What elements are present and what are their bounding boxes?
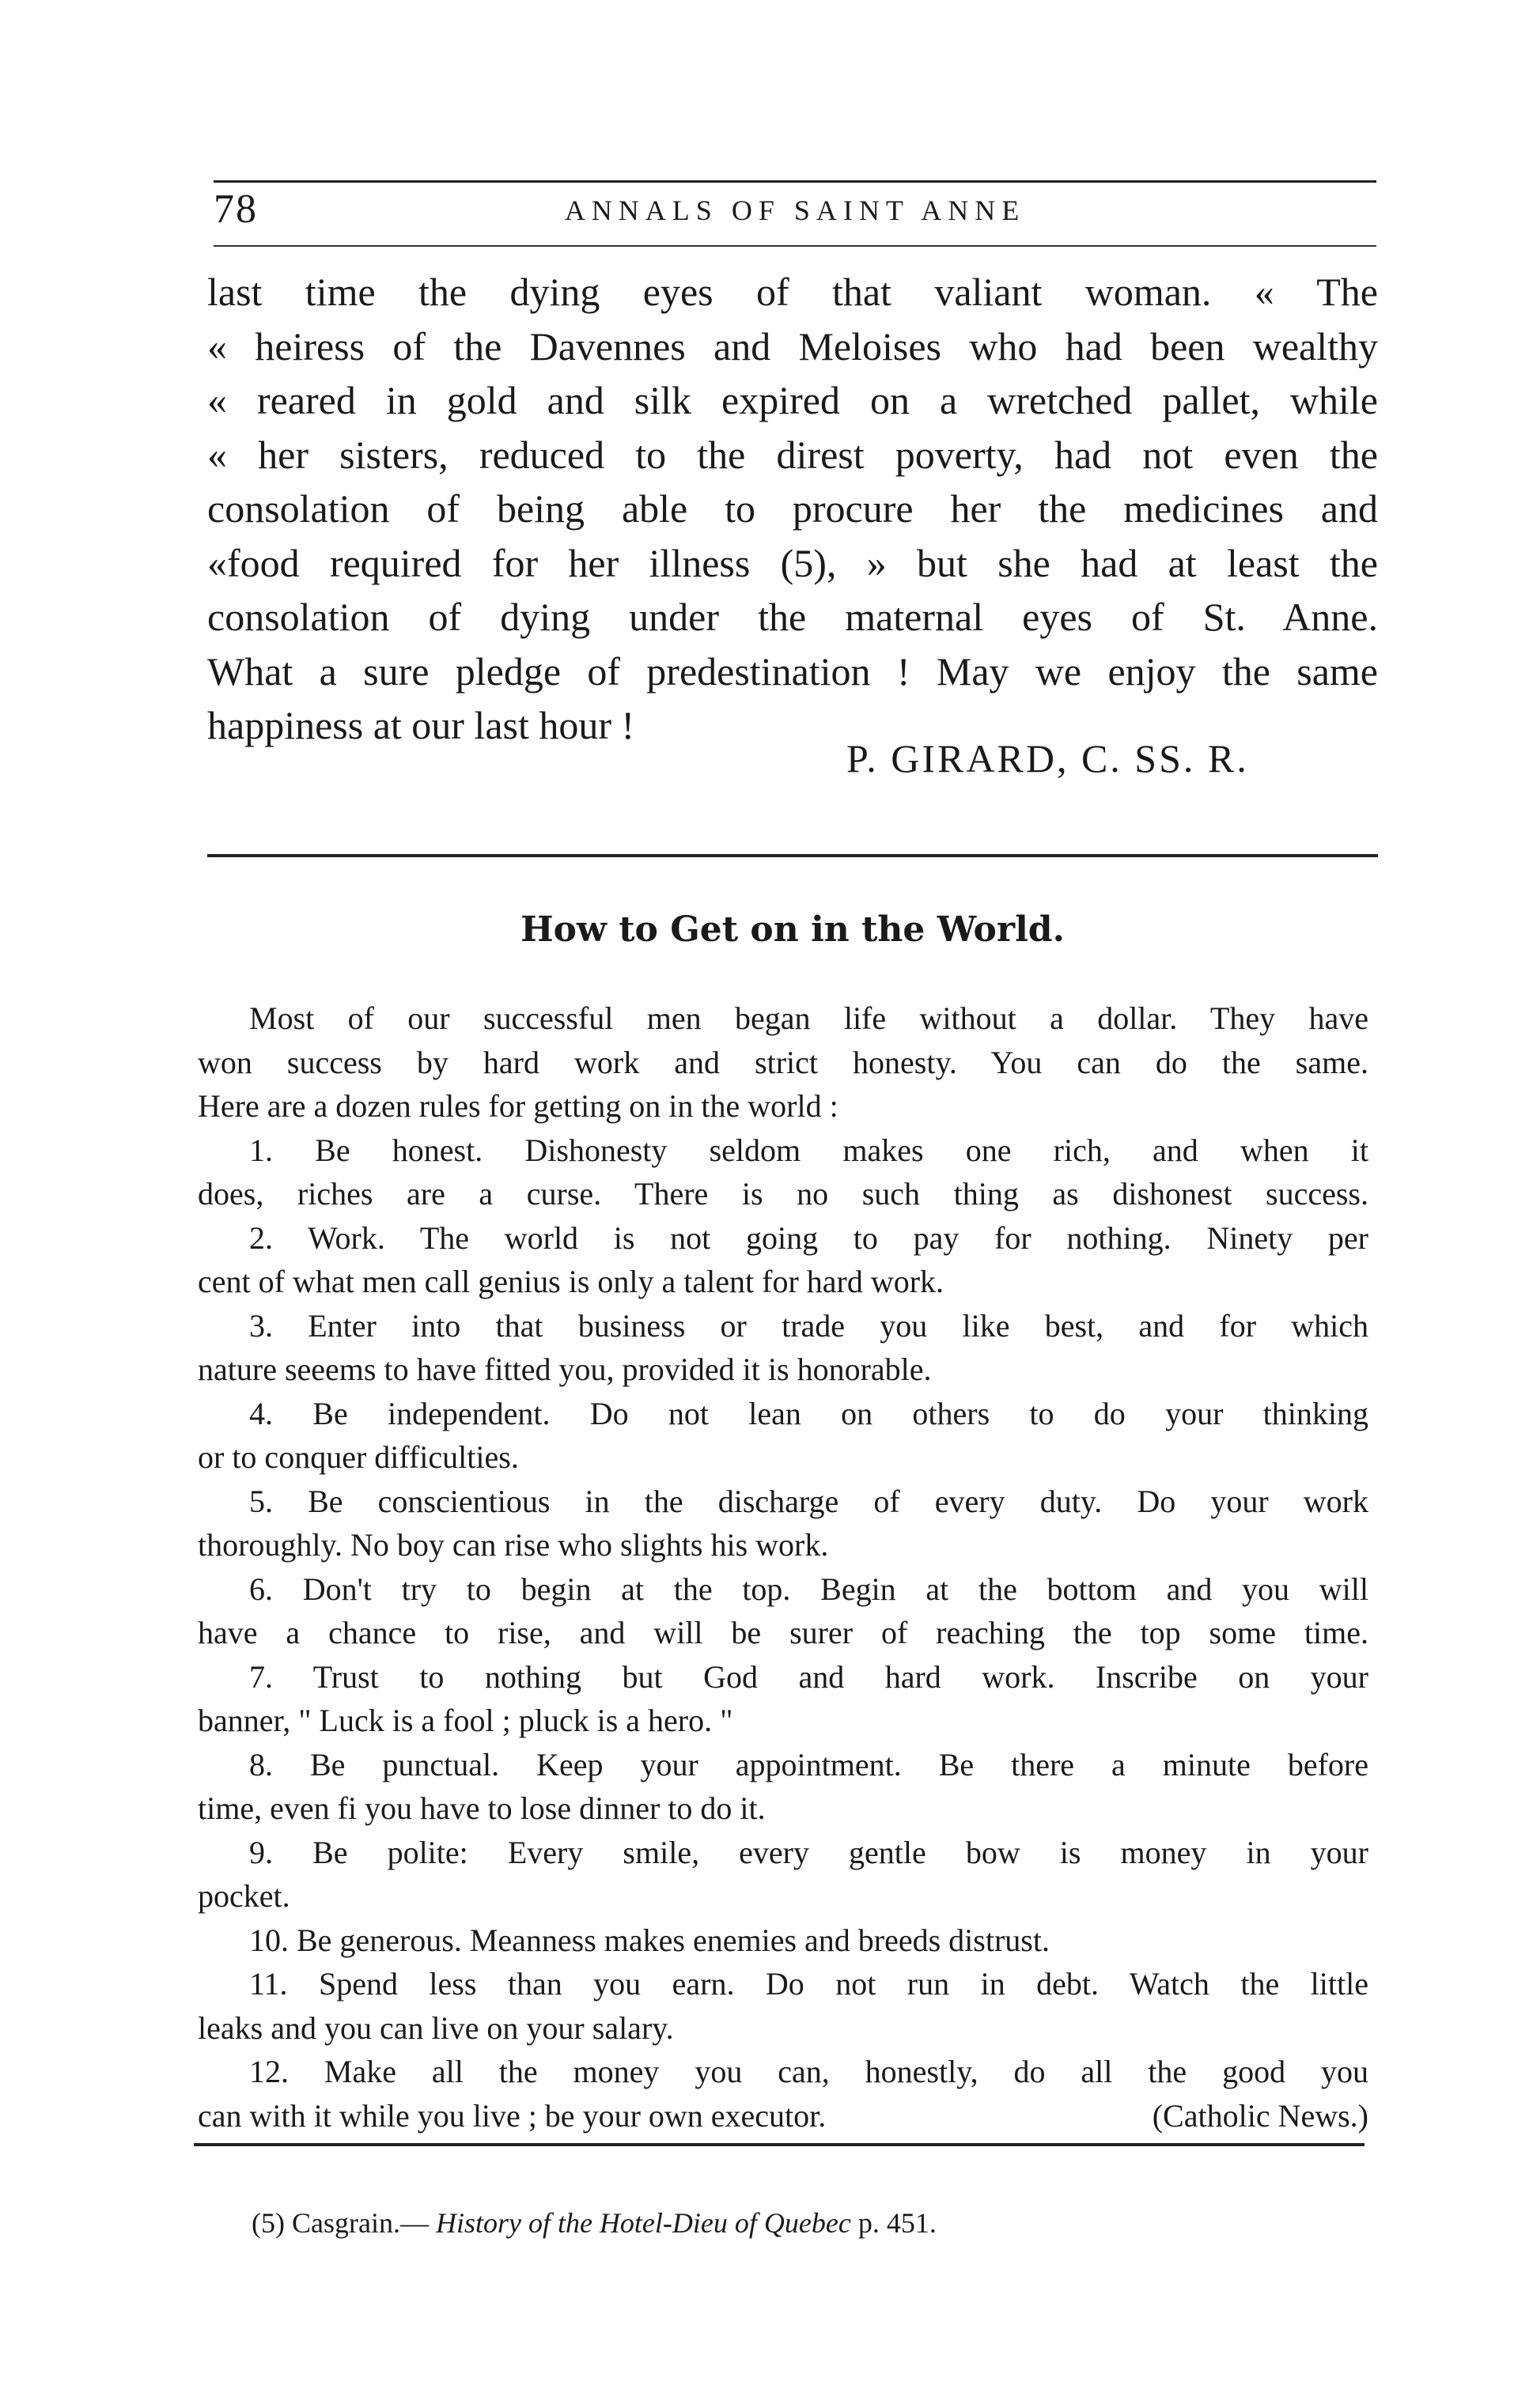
text-line: Most of our successful men began life without a dollar. They have — [249, 1000, 1368, 1036]
rule-text: can with it while you live ; be your own executor. — [198, 2097, 827, 2134]
text-line: 8. Be punctual. Keep your appointment. Be there a minute before — [249, 1746, 1368, 1782]
text-line: or to conquer difficulties. — [198, 1439, 519, 1475]
continued-article-text — [207, 265, 1378, 753]
rule-item — [198, 2050, 1368, 2138]
text-line: 10. Be generous. Meanness makes enemies and breeds distrust. — [249, 1922, 1050, 1958]
text-line: « heiress of the Davennes and Meloises who had been wealthy — [207, 323, 1378, 369]
intro-paragraph — [198, 996, 1368, 1128]
rule-item — [198, 1128, 1368, 1216]
rule-item — [198, 1304, 1368, 1392]
text-line: Here are a dozen rules for getting on in the world : — [198, 1088, 838, 1124]
text-line: thoroughly. No boy can rise who slights his work. — [198, 1527, 829, 1563]
text-line: does, riches are a curse. There is no such thing as dishonest success. — [198, 1176, 1368, 1212]
running-title: ANNALS OF SAINT ANNE — [564, 195, 1026, 226]
text-line: 7. Trust to nothing but God and hard work. Inscribe on your — [249, 1658, 1368, 1695]
text-line: consolation of being able to procure her the medicines and — [207, 486, 1378, 531]
article-body — [198, 996, 1368, 2138]
rule-item — [198, 1567, 1368, 1655]
text-line: happiness at our last hour ! — [207, 703, 635, 747]
text-line: time, even fi you have to lose dinner to do it. — [198, 1790, 766, 1826]
header-rule-bottom — [214, 245, 1376, 247]
text-line: 3. Enter into that business or trade you like best, and for which — [249, 1307, 1368, 1344]
footnote-marker: (5) Casgrain.— — [252, 2207, 429, 2239]
page-number: 78 — [214, 187, 258, 232]
rule-item — [198, 1743, 1368, 1831]
running-head — [214, 186, 1376, 241]
text-line: consolation of dying under the maternal eyes of St. Anne. — [207, 595, 1378, 639]
text-line: « her sisters, reduced to the direst poverty, had not even the — [207, 432, 1378, 477]
text-line: « reared in gold and silk expired on a wretched pallet, while — [207, 378, 1378, 422]
rule-item — [198, 1918, 1368, 1963]
footnote-divider — [194, 2143, 1365, 2146]
rule-item — [198, 1216, 1368, 1304]
rule-item — [198, 1392, 1368, 1480]
text-line: 1. Be honest. Dishonesty seldom makes one rich, and when it — [249, 1132, 1368, 1168]
source-citation: (Catholic News.) — [1152, 2097, 1368, 2134]
footnote — [252, 2206, 937, 2240]
text-line: won success by hard work and strict honesty. You can do the same. — [198, 1044, 1368, 1080]
text-line — [198, 2094, 1368, 2138]
text-line: What a sure pledge of predestination ! May we enjoy the same — [207, 648, 1378, 694]
text-line: cent of what men call genius is only a talent for hard work. — [198, 1264, 944, 1299]
text-line: leaks and you can live on your salary. — [198, 2009, 674, 2046]
section-divider — [207, 854, 1378, 857]
text-line: «food required for her illness (5), » but she had at least the — [207, 540, 1378, 585]
header-rule-top — [214, 180, 1376, 183]
text-line: 6. Don't try to begin at the top. Begin at the bottom and you will — [249, 1571, 1368, 1607]
text-line: 12. Make all the money you can, honestly, do all the good you — [249, 2054, 1368, 2089]
footnote-page: p. 451. — [857, 2207, 937, 2239]
footnote-title: History of the Hotel-Dieu of Quebec — [435, 2207, 851, 2239]
text-line: 2. Work. The world is not going to pay for nothing. Ninety per — [249, 1219, 1368, 1256]
text-line: last time the dying eyes of that valiant woman. « The — [207, 270, 1378, 314]
text-line: 4. Be independent. Do not lean on others to do your thinking — [249, 1395, 1368, 1431]
text-line: 11. Spend less than you earn. Do not run in debt. Watch the little — [249, 1966, 1368, 2002]
rule-item — [198, 1831, 1368, 1918]
rule-item — [198, 1480, 1368, 1567]
author-signature: P. GIRARD, C. SS. R. — [846, 736, 1249, 781]
text-line: banner, " Luck is a fool ; pluck is a hero. " — [198, 1703, 733, 1738]
rule-item — [198, 1655, 1368, 1743]
text-line: nature seeems to have fitted you, provided it is honorable. — [198, 1351, 932, 1387]
text-line: have a chance to rise, and will be surer of reaching the top some time. — [198, 1615, 1368, 1650]
text-line: 5. Be conscientious in the discharge of every duty. Do your work — [249, 1483, 1368, 1519]
text-line: 9. Be polite: Every smile, every gentle bow is money in your — [249, 1834, 1368, 1870]
text-line: pocket. — [198, 1878, 290, 1914]
article-title: How to Get on in the World. — [520, 909, 1065, 950]
rule-item — [198, 1962, 1368, 2050]
